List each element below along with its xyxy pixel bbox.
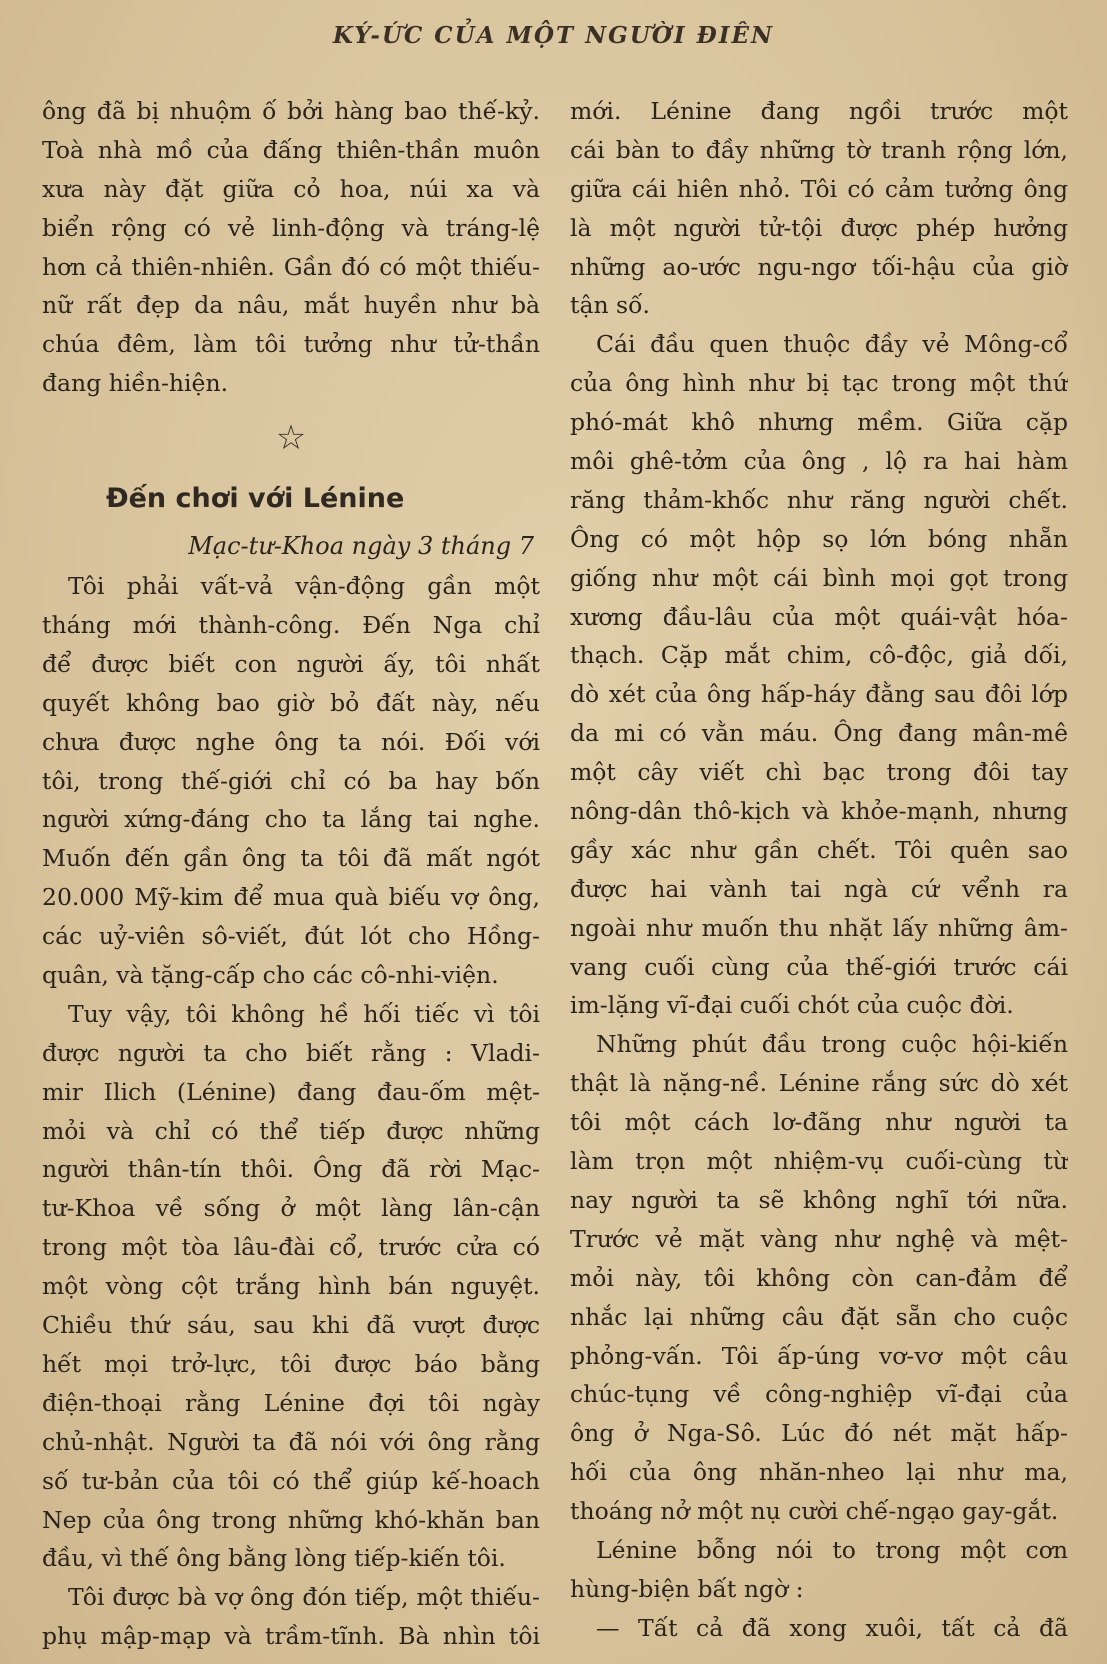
text-line: một cây viết chì bạc trong đôi tay — [570, 758, 1068, 787]
right-column — [570, 92, 1068, 1648]
text-line: người xứng-đáng cho ta lắng tai nghe. — [42, 805, 540, 834]
text-line: điện-thoại rằng Lénine đợi tôi ngày — [42, 1388, 540, 1417]
text-line: mir Ilich (Lénine) đang đau-ốm mệt- — [42, 1077, 540, 1106]
text-line: gầy xác như gần chết. Tôi quên sao — [570, 835, 1068, 864]
text-line: Lénine bỗng nói to trong một cơn — [596, 1535, 1068, 1564]
text-line: thoáng nở một nụ cười chế-ngạo gay-gắt. — [570, 1497, 1059, 1526]
text-line: mỏi này, tôi không còn can-đảm để — [570, 1263, 1068, 1292]
text-line: Chiều thứ sáu, sau khi đã vượt được — [42, 1311, 540, 1340]
text-line: tôi một cách lơ-đãng như người ta — [570, 1108, 1068, 1137]
text-line: tận số. — [570, 291, 650, 320]
text-line: một vòng cột trắng hình bán nguyệt. — [42, 1272, 540, 1301]
paragraph — [570, 1025, 1068, 1531]
paragraph — [570, 325, 1068, 1025]
text-line: thật là nặng-nề. Lénine rắng sức dò xét — [570, 1069, 1068, 1098]
text-line: thạch. Cặp mắt chim, cô-độc, giả dối, — [570, 641, 1068, 670]
section-heading: Đến chơi với Lénine — [106, 483, 405, 515]
text-line: cái bàn to đầy những tờ tranh rộng lớn, — [570, 135, 1068, 164]
text-line: ngoài như muốn thu nhặt lấy những âm- — [570, 913, 1068, 942]
text-line: chủ-nhật. Người ta đã nói với ông rằng — [42, 1427, 540, 1456]
paragraph — [42, 1578, 540, 1656]
text-line: Những phút đầu trong cuộc hội-kiến — [596, 1030, 1068, 1059]
text-line: giống như một cái bình mọi gọt trong — [570, 563, 1068, 592]
text-line: nhắc lại những câu đặt sẵn cho cuộc — [570, 1302, 1068, 1331]
text-line: quân, và tặng-cấp cho các cô-nhi-viện. — [42, 961, 499, 990]
text-line: các uỷ-viên sô-viết, đút lót cho Hồng- — [42, 922, 540, 951]
text-line: quyết không bao giờ bỏ đất này, nếu — [42, 688, 540, 717]
text-line: đầu, vì thế ông bằng lòng tiếp-kiến tôi. — [42, 1544, 506, 1573]
text-line: răng thảm-khốc như răng người chết. — [570, 485, 1068, 514]
paragraph — [42, 92, 540, 403]
text-line: là một người tử-tội được phép hưởng — [570, 213, 1068, 242]
text-line: tư-Khoa về sống ở một làng lân-cận — [42, 1194, 540, 1223]
text-line: tôi, trong thế-giới chỉ có ba hay bốn — [42, 766, 540, 795]
text-line: trong một tòa lâu-đài cổ, trước cửa có — [42, 1233, 540, 1262]
text-line: chúa đêm, làm tôi tưởng như tử-thần — [42, 330, 540, 359]
text-line: hùng-biện bất ngờ : — [570, 1574, 804, 1603]
text-line: biển rộng có vẻ linh-động và tráng-lệ — [42, 213, 540, 242]
text-line: 20.000 Mỹ-kim để mua quà biếu vợ ông, — [42, 883, 540, 912]
text-line: xưa này đặt giữa cỏ hoa, núi xa và — [42, 174, 540, 203]
text-line: nay người ta sẽ không nghĩ tới nữa. — [570, 1185, 1068, 1214]
text-line: phỏng-vấn. Tôi ấp-úng vơ-vơ một câu — [570, 1341, 1068, 1370]
text-line: những ao-ước ngu-ngơ tối-hậu của giờ — [570, 252, 1068, 281]
text-line: nông-dân thô-kịch và khỏe-mạnh, nhưng — [570, 797, 1068, 826]
dateline: Mạc-tư-Khoa ngày 3 tháng 7 — [188, 532, 534, 561]
text-line: mỏi và chỉ có thể tiếp được những — [42, 1116, 540, 1145]
text-line: hơn cả thiên-nhiên. Gần đó có một thiếu- — [42, 252, 540, 281]
text-line: Tôi được bà vợ ông đón tiếp, một thiếu- — [68, 1583, 540, 1612]
text-line: môi ghê-tởm của ông , lộ ra hai hàm — [570, 447, 1068, 476]
text-line: mới. Lénine đang ngồi trước một — [570, 97, 1068, 125]
text-line: để được biết con người ấy, tôi nhất — [42, 649, 540, 678]
text-line: người thân-tín thôi. Ông đã rời Mạc- — [42, 1155, 540, 1184]
paragraph — [570, 92, 1068, 325]
text-line: ông đã bị nhuộm ố bởi hàng bao thế-kỷ. — [42, 97, 540, 125]
text-line: Cái đầu quen thuộc đầy vẻ Mông-cổ — [596, 330, 1068, 359]
paragraph — [570, 1609, 1068, 1648]
text-line: da mi có vằn máu. Ông đang mân-mê — [570, 719, 1068, 748]
left-column — [42, 92, 540, 1656]
text-line: dò xét của ông hấp-háy đằng sau đôi lớp — [570, 680, 1068, 709]
text-line: đang hiền-hiện. — [42, 369, 229, 398]
text-line: hối của ông nhăn-nheo lại như ma, — [570, 1458, 1068, 1487]
text-line: Muốn đến gần ông ta tôi đã mất ngót — [42, 844, 540, 873]
text-line: số tư-bản của tôi có thể giúp kế-hoach — [42, 1466, 540, 1495]
text-line: Nep của ông trong những khó-khăn ban — [42, 1505, 540, 1534]
running-header: KÝ-ỨC CỦA MỘT NGƯỜI ĐIÊN — [332, 22, 775, 49]
text-line: chúc-tụng về công-nghiệp vĩ-đại của — [570, 1380, 1068, 1409]
text-line: vang cuối cùng của thế-giới trước cái — [570, 952, 1068, 981]
text-line: làm trọn một nhiệm-vụ cuối-cùng từ — [570, 1147, 1068, 1176]
text-line: giữa cái hiên nhỏ. Tôi có cảm tưởng ông — [570, 174, 1068, 203]
text-line: Tuy vậy, tôi không hề hối tiếc vì tôi — [68, 999, 540, 1028]
text-line: được hai vành tai ngà cứ vểnh ra — [570, 874, 1068, 903]
text-line: hết mọi trở-lực, tôi được báo bằng — [42, 1349, 540, 1378]
text-line: Trước vẻ mặt vàng như nghệ và mệt- — [570, 1224, 1068, 1253]
text-line: — Tất cả đã xong xuôi, tất cả đã — [596, 1613, 1068, 1642]
text-line: Toà nhà mồ của đấng thiên-thần muôn — [42, 135, 540, 164]
text-line: nữ rất đẹp da nâu, mắt huyền như bà — [42, 291, 540, 320]
paragraph — [42, 995, 540, 1578]
text-line: Ông có một hộp sọ lớn bóng nhẵn — [570, 524, 1068, 553]
paragraph — [42, 567, 540, 995]
text-line: tháng mới thành-công. Đến Nga chỉ — [42, 611, 540, 640]
star-ornament-icon: ☆ — [275, 418, 307, 459]
text-line: của ông hình như bị tạc trong một thứ — [570, 369, 1068, 398]
text-line: xương đầu-lâu của một quái-vật hóa- — [570, 602, 1068, 631]
text-line: phụ mập-mạp và trầm-tĩnh. Bà nhìn tôi — [42, 1622, 540, 1651]
text-line: im-lặng vĩ-đại cuối chót của cuộc đời. — [570, 991, 1014, 1020]
text-line: Tôi phải vất-vả vận-động gần một — [68, 572, 540, 601]
text-line: phó-mát khô nhưng mềm. Giữa cặp — [570, 408, 1068, 437]
text-line: ông ở Nga-Sô. Lúc đó nét mặt hấp- — [570, 1419, 1068, 1448]
text-columns — [42, 92, 1082, 1652]
text-line: chưa được nghe ông ta nói. Đối với — [42, 727, 540, 756]
text-line: được người ta cho biết rằng : Vladi- — [42, 1038, 540, 1067]
paragraph — [570, 1531, 1068, 1609]
